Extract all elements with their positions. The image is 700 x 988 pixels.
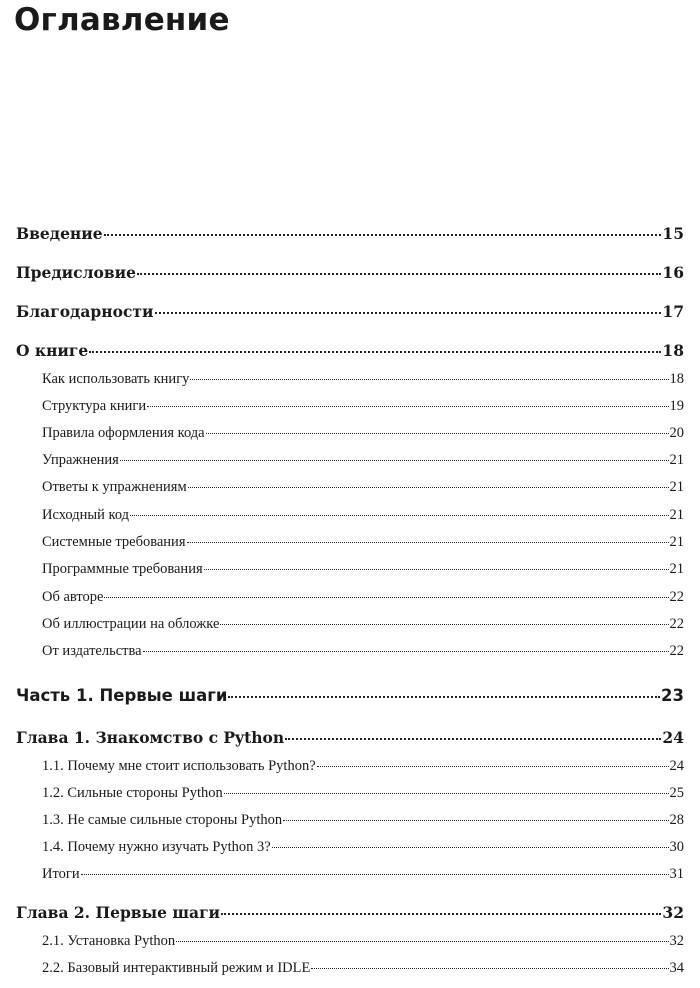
dot-leader	[81, 874, 669, 875]
dot-leader	[176, 941, 668, 942]
toc-subentry[interactable]	[42, 785, 684, 802]
toc-entry-label: 1.3. Не самые сильные стороны Python	[42, 812, 283, 828]
dot-leader	[188, 487, 669, 488]
dot-leader	[190, 379, 668, 380]
dot-leader	[104, 597, 668, 598]
toc-entry-page: 22	[669, 616, 684, 632]
toc-subentry[interactable]	[42, 507, 684, 524]
toc-entry-label: Введение	[16, 224, 103, 243]
toc-entry-label: Часть 1. Первые шаги	[16, 686, 228, 705]
toc-entry-page: 16	[662, 263, 684, 282]
toc-entry-page: 18	[662, 341, 684, 360]
toc-entry-label: О книге	[16, 341, 89, 360]
toc-entry-label: Предисловие	[16, 263, 136, 282]
toc-entry-page: 22	[669, 589, 684, 605]
toc-subentry[interactable]	[42, 398, 684, 415]
toc-subentry[interactable]	[42, 616, 684, 633]
toc-entry-page: 30	[669, 839, 684, 855]
toc-entry-page: 23	[661, 686, 684, 705]
toc-entry-label: Системные требования	[42, 534, 186, 550]
toc-entry-page: 20	[669, 425, 684, 441]
dot-leader	[228, 696, 660, 698]
dot-leader	[104, 234, 662, 236]
dot-leader	[155, 312, 662, 314]
toc-entry-label: Как использовать книгу	[42, 371, 190, 387]
dot-leader	[204, 569, 669, 570]
toc-entry-label: 2.2. Базовый интерактивный режим и IDLE	[42, 960, 311, 976]
toc-entry-label: Упражнения	[42, 452, 119, 468]
toc-entry-label: 1.1. Почему мне стоит использовать Python?	[42, 758, 316, 774]
toc-subentry[interactable]	[42, 812, 684, 829]
dot-leader	[220, 624, 668, 625]
toc-subentry[interactable]	[42, 479, 684, 496]
toc-entry-page: 21	[669, 561, 684, 577]
toc-entry-preface[interactable]	[16, 263, 684, 282]
toc-entry-label: Исходный код	[42, 507, 130, 523]
dot-leader	[147, 406, 668, 407]
dot-leader	[285, 738, 661, 740]
toc-subentry[interactable]	[42, 866, 684, 883]
dot-leader	[120, 460, 669, 461]
toc-entry-chapter-1[interactable]	[16, 728, 684, 747]
toc-entry-about-book[interactable]	[16, 341, 684, 360]
toc-entry-page: 19	[669, 398, 684, 414]
toc-entry-page: 32	[669, 933, 684, 949]
toc-entry-page: 25	[669, 785, 684, 801]
dot-leader	[272, 847, 669, 848]
dot-leader	[311, 968, 668, 969]
toc-subentry[interactable]	[42, 561, 684, 578]
toc-entry-label: От издательства	[42, 643, 142, 659]
toc-entry-label: Правила оформления кода	[42, 425, 205, 441]
toc-entry-label: 2.1. Установка Python	[42, 933, 176, 949]
toc-entry-label: Ответы к упражнениям	[42, 479, 187, 495]
toc-entry-page: 22	[669, 643, 684, 659]
toc-entry-label: Структура книги	[42, 398, 147, 414]
toc-entry-page: 24	[669, 758, 684, 774]
toc-entry-page: 18	[669, 371, 684, 387]
dot-leader	[187, 542, 669, 543]
toc-entry-label: 1.2. Сильные стороны Python	[42, 785, 223, 801]
toc-entry-page: 21	[669, 507, 684, 523]
toc-entry-label: Благодарности	[16, 302, 154, 321]
toc-entry-page: 34	[669, 960, 684, 976]
toc-subentry[interactable]	[42, 933, 684, 950]
toc-entry-label: 1.4. Почему нужно изучать Python 3?	[42, 839, 271, 855]
toc-entry-page: 21	[669, 479, 684, 495]
dot-leader	[137, 273, 661, 275]
toc-subentry[interactable]	[42, 758, 684, 775]
toc-subentry[interactable]	[42, 452, 684, 469]
dot-leader	[130, 515, 668, 516]
toc-entry-label: Об иллюстрации на обложке	[42, 616, 220, 632]
toc-subentry[interactable]	[42, 534, 684, 551]
toc-entry-page: 15	[662, 224, 684, 243]
toc-entry-page: 28	[669, 812, 684, 828]
toc-entry-label: Итоги	[42, 866, 80, 882]
toc-entry-part-1[interactable]	[16, 686, 684, 705]
toc-entry-label: Об авторе	[42, 589, 104, 605]
page-title: Оглавление	[14, 2, 230, 38]
toc-entry-label: Программные требования	[42, 561, 203, 577]
toc-subentry[interactable]	[42, 839, 684, 856]
toc-entry-chapter-2[interactable]	[16, 903, 684, 922]
toc-entry-page: 21	[669, 452, 684, 468]
dot-leader	[206, 433, 669, 434]
toc-entry-label: Глава 2. Первые шаги	[16, 903, 221, 922]
dot-leader	[317, 766, 669, 767]
toc-entry-page: 17	[662, 302, 684, 321]
toc-subentry[interactable]	[42, 643, 684, 660]
dot-leader	[143, 651, 669, 652]
toc-subentry[interactable]	[42, 425, 684, 442]
dot-leader	[89, 351, 661, 353]
dot-leader	[221, 913, 661, 915]
dot-leader	[224, 793, 669, 794]
toc-subentry[interactable]	[42, 960, 684, 977]
toc-entry-label: Глава 1. Знакомство с Python	[16, 728, 285, 747]
toc-entry-page: 32	[662, 903, 684, 922]
toc-entry-page: 24	[662, 728, 684, 747]
toc-entry-introduction[interactable]	[16, 224, 684, 243]
toc-subentry[interactable]	[42, 589, 684, 606]
toc-entry-page: 21	[669, 534, 684, 550]
toc-subentry[interactable]	[42, 371, 684, 388]
dot-leader	[283, 820, 668, 821]
toc-entry-page: 31	[669, 866, 684, 882]
toc-entry-acknowledgements[interactable]	[16, 302, 684, 321]
